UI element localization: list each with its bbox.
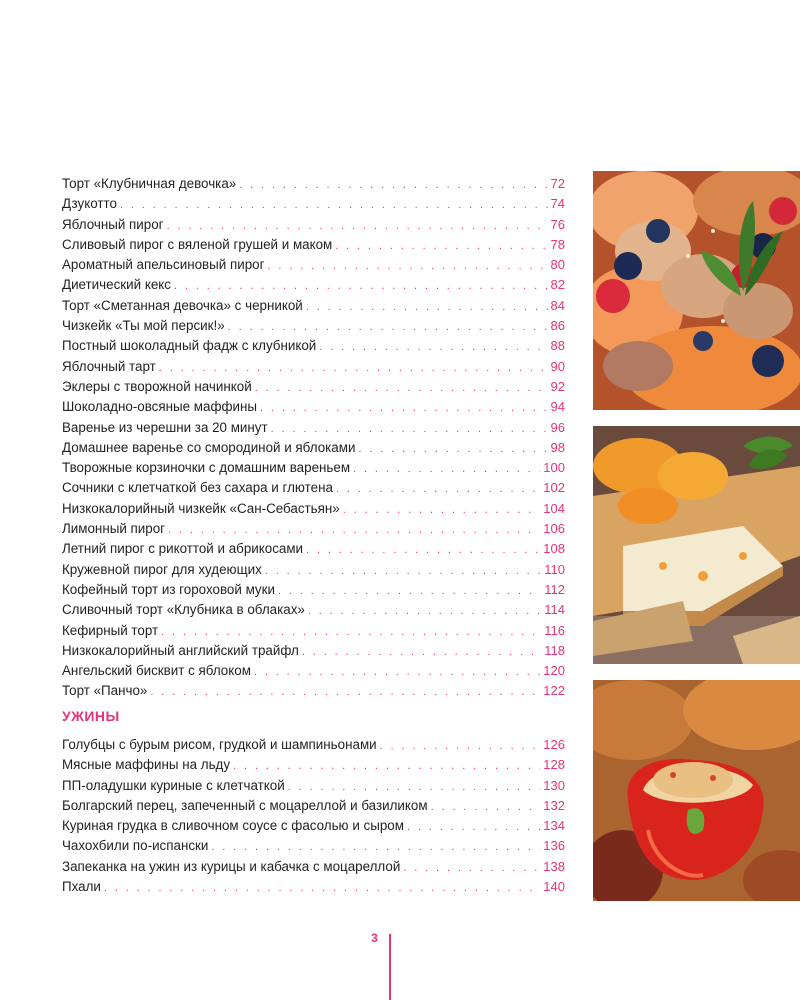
- toc-entry-page: 82: [550, 277, 565, 293]
- toc-entry[interactable]: [62, 519, 565, 539]
- toc-entry-page: 80: [550, 257, 565, 273]
- toc-entry[interactable]: [62, 796, 565, 816]
- toc-entry[interactable]: [62, 560, 565, 580]
- toc-entry-title: Сливочный торт «Клубника в облаках»: [62, 602, 305, 618]
- toc-entry-title: Низкокалорийный английский трайфл: [62, 642, 299, 658]
- toc-entry-title: Лимонный пирог: [62, 521, 166, 537]
- page-number: 3: [371, 931, 378, 945]
- toc-entry[interactable]: [62, 235, 565, 255]
- toc-entry[interactable]: [62, 661, 565, 681]
- toc-entry-title: Варенье из черешни за 20 минут: [62, 419, 268, 435]
- photo-stuffed-peppers: [593, 680, 800, 901]
- toc-entry-page: 86: [550, 318, 565, 334]
- toc-entry-page: 76: [550, 216, 565, 232]
- toc-entry-page: 102: [543, 480, 565, 496]
- toc-entry-page: 104: [543, 500, 565, 516]
- toc-entry-page: 120: [543, 663, 565, 679]
- toc-entry[interactable]: [62, 174, 565, 194]
- toc-entry-page: 94: [550, 399, 565, 415]
- toc-entry[interactable]: [62, 539, 565, 559]
- toc-entry[interactable]: [62, 458, 565, 478]
- toc-entry-title: Торт «Клубничная девочка»: [62, 176, 237, 191]
- toc-dot-leader: [319, 337, 547, 357]
- photo-berry-pancakes: [593, 171, 800, 410]
- toc-entry-page: 88: [550, 338, 565, 354]
- toc-dot-leader: [104, 878, 540, 898]
- toc-entry[interactable]: [62, 377, 565, 397]
- toc-dot-leader: [159, 358, 548, 378]
- toc-entry[interactable]: [62, 681, 565, 701]
- toc-entry-title: Домашнее варенье со смородиной и яблоками: [62, 439, 356, 455]
- toc-dinners-list: [62, 735, 565, 897]
- toc-entry-title: Сочники с клетчаткой без сахара и глютена: [62, 480, 333, 496]
- toc-entry-title: Ароматный апельсиновый пирог: [62, 257, 265, 273]
- toc-entry[interactable]: [62, 255, 565, 275]
- toc-entry-page: 122: [543, 683, 565, 699]
- section-heading-dinners: УЖИНЫ: [62, 708, 120, 724]
- toc-entry-title: Постный шоколадный фадж с клубникой: [62, 338, 317, 354]
- toc-dot-leader: [308, 601, 541, 621]
- toc-dot-leader: [403, 858, 540, 878]
- toc-dot-leader: [211, 837, 540, 857]
- toc-entry-page: 72: [550, 176, 565, 191]
- toc-entry-title: Яблочный тарт: [62, 358, 156, 374]
- toc-dot-leader: [228, 317, 548, 337]
- toc-entry[interactable]: [62, 836, 565, 856]
- toc-entry[interactable]: [62, 418, 565, 438]
- toc-entry-title: Чахохбили по-испански: [62, 838, 209, 854]
- toc-dot-leader: [407, 817, 540, 837]
- toc-entry[interactable]: [62, 877, 565, 897]
- toc-entry-page: 126: [543, 737, 565, 752]
- toc-entry-title: Кефирный торт: [62, 622, 159, 638]
- toc-entry-title: Сливовый пирог с вяленой грушей и маком: [62, 236, 333, 252]
- photo-apricot-ricotta-pie: [593, 426, 800, 664]
- toc-entry-page: 92: [550, 378, 565, 394]
- toc-entry[interactable]: [62, 857, 565, 877]
- toc-entry[interactable]: [62, 755, 565, 775]
- toc-dot-leader: [233, 756, 540, 776]
- toc-dot-leader: [335, 236, 547, 256]
- toc-entry-title: Торт «Сметанная девочка» с черникой: [62, 297, 303, 313]
- toc-entry[interactable]: [62, 296, 565, 316]
- toc-entry[interactable]: [62, 499, 565, 519]
- toc-entry-title: Запеканка на ужин из курицы и кабачка с моцареллой: [62, 858, 401, 874]
- toc-entry-title: Низкокалорийный чизкейк «Сан-Себастьян»: [62, 500, 340, 516]
- toc-entry-page: 110: [544, 561, 565, 577]
- toc-dot-leader: [255, 378, 548, 398]
- toc-entry-page: 84: [550, 297, 565, 313]
- toc-entry-title: Эклеры с творожной начинкой: [62, 378, 252, 394]
- toc-desserts-list: [62, 174, 565, 702]
- toc-entry[interactable]: [62, 600, 565, 620]
- toc-dot-leader: [302, 642, 541, 662]
- toc-entry-page: 114: [544, 602, 565, 618]
- toc-entry-title: Пхали: [62, 879, 101, 895]
- toc-dot-leader: [358, 439, 547, 459]
- toc-entry[interactable]: [62, 215, 565, 235]
- toc-entry-title: Летний пирог с рикоттой и абрикосами: [62, 541, 304, 557]
- toc-entry-title: Яблочный пирог: [62, 216, 164, 232]
- toc-entry-page: 118: [544, 642, 565, 658]
- toc-dot-leader: [431, 797, 541, 817]
- toc-entry-page: 136: [543, 838, 565, 854]
- toc-dot-leader: [150, 682, 540, 702]
- toc-entry-page: 134: [543, 818, 565, 834]
- page-divider-rule: [389, 934, 391, 1000]
- toc-dot-leader: [268, 256, 548, 276]
- toc-entry[interactable]: [62, 816, 565, 836]
- toc-entry[interactable]: [62, 336, 565, 356]
- toc-entry-page: 100: [543, 460, 565, 476]
- toc-dot-leader: [120, 195, 548, 215]
- toc-dot-leader: [265, 561, 541, 581]
- toc-entry-title: Куриная грудка в сливочном соусе с фасолью и сыром: [62, 818, 404, 834]
- toc-entry-page: 112: [544, 581, 565, 597]
- toc-entry[interactable]: [62, 641, 565, 661]
- toc-entry-page: 108: [543, 541, 565, 557]
- toc-entry-page: 96: [550, 419, 565, 435]
- toc-entry-title: Мясные маффины на льду: [62, 757, 231, 773]
- toc-entry[interactable]: [62, 478, 565, 498]
- toc-entry-title: Кофейный торт из гороховой муки: [62, 581, 275, 597]
- toc-entry[interactable]: [62, 357, 565, 377]
- toc-dot-leader: [336, 479, 540, 499]
- toc-entry[interactable]: [62, 438, 565, 458]
- toc-entry[interactable]: [62, 621, 565, 641]
- toc-dot-leader: [174, 276, 548, 296]
- toc-entry-page: 138: [543, 858, 565, 874]
- toc-entry-title: Ангельский бисквит с яблоком: [62, 663, 251, 679]
- toc-dot-leader: [254, 662, 540, 682]
- toc-dot-leader: [306, 540, 540, 560]
- toc-entry[interactable]: [62, 580, 565, 600]
- toc-dot-leader: [239, 175, 547, 195]
- toc-entry-page: 98: [550, 439, 565, 455]
- toc-dot-leader: [353, 459, 540, 479]
- toc-entry-page: 132: [543, 797, 565, 813]
- toc-entry-title: Диетический кекс: [62, 277, 171, 293]
- toc-entry-title: Болгарский перец, запеченный с моцареллой и базиликом: [62, 797, 428, 813]
- toc-dot-leader: [306, 297, 548, 317]
- toc-entry[interactable]: [62, 316, 565, 336]
- toc-entry[interactable]: [62, 735, 565, 755]
- toc-dot-leader: [288, 777, 541, 797]
- toc-dot-leader: [167, 216, 548, 236]
- toc-dot-leader: [161, 622, 541, 642]
- toc-entry-page: 106: [543, 521, 565, 537]
- toc-entry[interactable]: [62, 194, 565, 214]
- toc-dot-leader: [278, 581, 541, 601]
- toc-dot-leader: [380, 736, 541, 756]
- toc-entry-page: 90: [550, 358, 565, 374]
- toc-entry-page: 74: [550, 196, 565, 212]
- toc-entry[interactable]: [62, 275, 565, 295]
- toc-dot-leader: [260, 398, 548, 418]
- toc-entry[interactable]: [62, 776, 565, 796]
- toc-entry-page: 78: [550, 236, 565, 252]
- toc-entry-page: 140: [543, 879, 565, 895]
- toc-dot-leader: [343, 500, 541, 520]
- toc-entry[interactable]: [62, 397, 565, 417]
- toc-entry-title: Голубцы с бурым рисом, грудкой и шампиньонами: [62, 737, 377, 752]
- toc-entry-page: 116: [544, 622, 565, 638]
- toc-entry-title: Творожные корзиночки с домашним вареньем: [62, 460, 351, 476]
- toc-dot-leader: [271, 419, 548, 439]
- toc-entry-title: Кружевной пирог для худеющих: [62, 561, 262, 577]
- toc-entry-title: Торт «Панчо»: [62, 683, 148, 699]
- toc-entry-title: Дзукотто: [62, 196, 117, 212]
- toc-entry-page: 128: [543, 757, 565, 773]
- toc-entry-title: Шоколадно-овсяные маффины: [62, 399, 257, 415]
- toc-dot-leader: [168, 520, 540, 540]
- toc-entry-title: ПП-оладушки куриные с клетчаткой: [62, 777, 285, 793]
- toc-entry-page: 130: [543, 777, 565, 793]
- toc-entry-title: Чизкейк «Ты мой персик!»: [62, 318, 225, 334]
